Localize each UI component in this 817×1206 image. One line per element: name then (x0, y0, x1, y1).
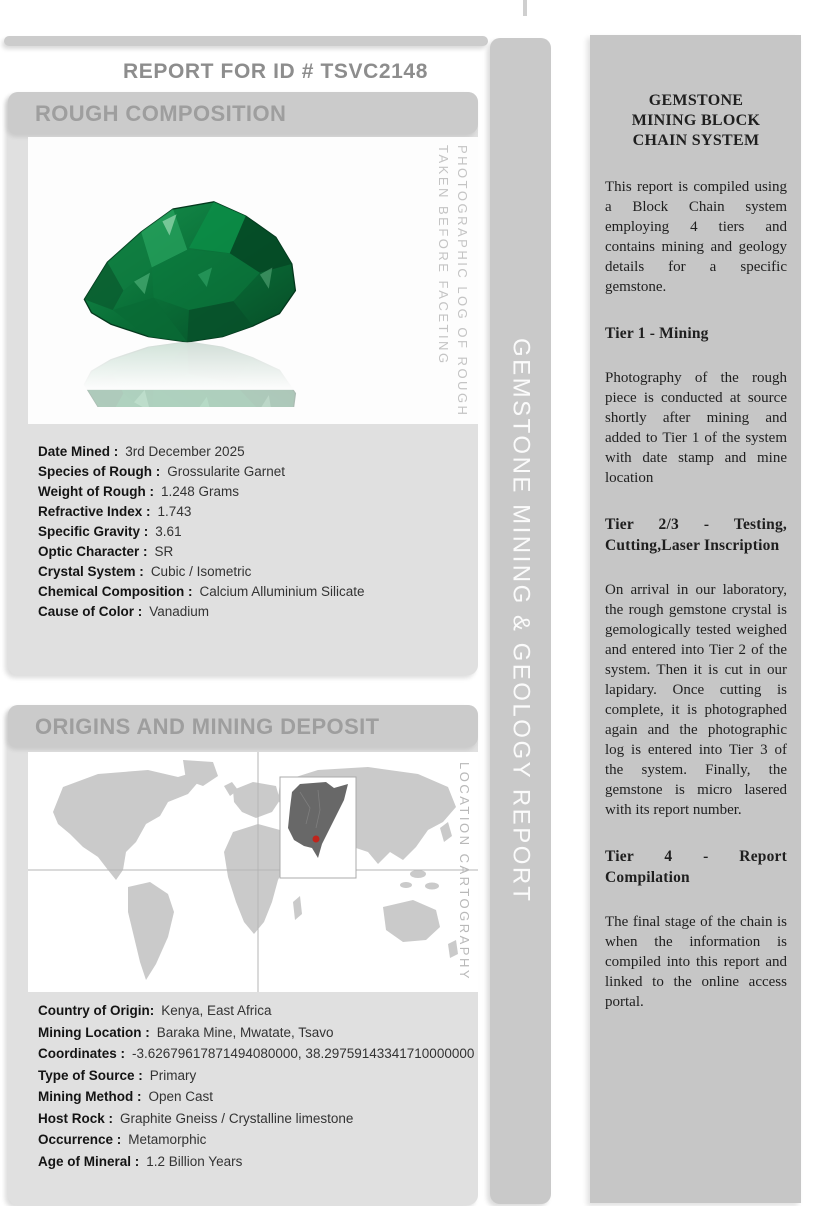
vertical-banner-text: GEMSTONE MINING & GEOLOGY REPORT (507, 338, 535, 904)
sidebar-tier4-block (605, 846, 787, 1012)
origins-title: ORIGINS AND MINING DEPOSIT (35, 714, 380, 739)
field-host-rock: Host Rock : Graphite Gneiss / Crystalline limestone (38, 1110, 354, 1126)
tier1-body: Photography of the rough piece is conducted at source shortly after mining and added to Tier 1 of the system with date stamp and mine location (605, 370, 787, 486)
rough-photo-box (28, 137, 478, 424)
field-crystal-system: Crystal System : Cubic / Isometric (38, 564, 252, 579)
vertical-banner (490, 38, 551, 1204)
tier1-heading: Tier 1 - Mining (605, 325, 709, 342)
report-title: REPORT FOR ID # TSVC2148 (123, 60, 428, 83)
page-top-mark (523, 0, 527, 16)
field-mining-location: Mining Location : Baraka Mine, Mwatate, Tsavo (38, 1024, 334, 1040)
sidebar-tier23-block (605, 514, 787, 820)
tier4-heading: Tier 4 - Report Compilation (605, 848, 787, 886)
origins-titlebar (8, 705, 478, 747)
field-specific-gravity: Specific Gravity : 3.61 (38, 524, 182, 539)
location-map-box (28, 752, 478, 992)
rough-gemstone-photo (56, 151, 322, 407)
field-cause-of-color: Cause of Color : Vanadium (38, 604, 210, 619)
origins-card (8, 705, 478, 1205)
field-optic-character: Optic Character : SR (38, 544, 174, 559)
blockchain-sidebar (590, 35, 801, 1203)
field-chemical-composition: Chemical Composition : Calcium Alluminium Silicate (38, 584, 365, 599)
rough-composition-titlebar (8, 92, 478, 134)
rough-composition-title: ROUGH COMPOSITION (35, 101, 287, 126)
sidebar-heading: GEMSTONE MINING BLOCK CHAIN SYSTEM (631, 92, 761, 149)
field-source-type: Type of Source : Primary (38, 1067, 197, 1083)
field-age: Age of Mineral : 1.2 Billion Years (38, 1153, 243, 1169)
rough-gemstone-illustration (56, 151, 322, 407)
field-occurrence: Occurrence : Metamorphic (38, 1132, 207, 1147)
field-refractive-index: Refractive Index : 1.743 (38, 504, 192, 519)
map-inset-kenya (280, 777, 356, 878)
field-date-mined: Date Mined : 3rd December 2025 (38, 444, 245, 459)
photo-caption-line2: TAKEN BEFORE FACETING (436, 145, 451, 366)
tier4-body: The final stage of the chain is when the information is compiled into this report and linked to the online access portal. (605, 914, 787, 1010)
rough-composition-card (8, 92, 478, 675)
photo-caption-line1: PHOTOGRAPHIC LOG OF ROUGH (455, 145, 470, 418)
page-top-bar (4, 36, 488, 46)
sidebar-intro: This report is compiled using a Block Chain system employing 4 tiers and contains mining and geology details for a specific gemstone. (605, 179, 787, 295)
field-species: Species of Rough : Grossularite Garnet (38, 464, 286, 479)
tier23-heading: Tier 2/3 - Testing, Cutting,Laser Inscription (605, 516, 787, 554)
map-caption: LOCATION CARTOGRAPHY (457, 762, 472, 982)
mine-location-marker (313, 836, 320, 843)
field-weight: Weight of Rough : 1.248 Grams (38, 484, 240, 499)
rough-composition-fields (38, 442, 365, 622)
photo-caption (434, 145, 472, 423)
tier23-body: On arrival in our laboratory, the rough gemstone crystal is gemologically tested weighed and entered into Tier 2 of the system. Then it is cut in our lapidary. Once cutting is complete, it is photographed again and the photographic log is entered into Tier 3 of the system. Finally, the gemstone is micro lasered with its report number. (605, 582, 787, 818)
sidebar-tier1-block (605, 323, 787, 488)
field-coordinates: Coordinates : -3.62679617871494080000, 38.29759143341710000000 (38, 1046, 475, 1061)
field-country: Country of Origin: Kenya, East Africa (38, 1003, 272, 1018)
origins-fields (38, 1000, 474, 1172)
world-map (28, 752, 478, 992)
field-mining-method: Mining Method : Open Cast (38, 1089, 214, 1104)
